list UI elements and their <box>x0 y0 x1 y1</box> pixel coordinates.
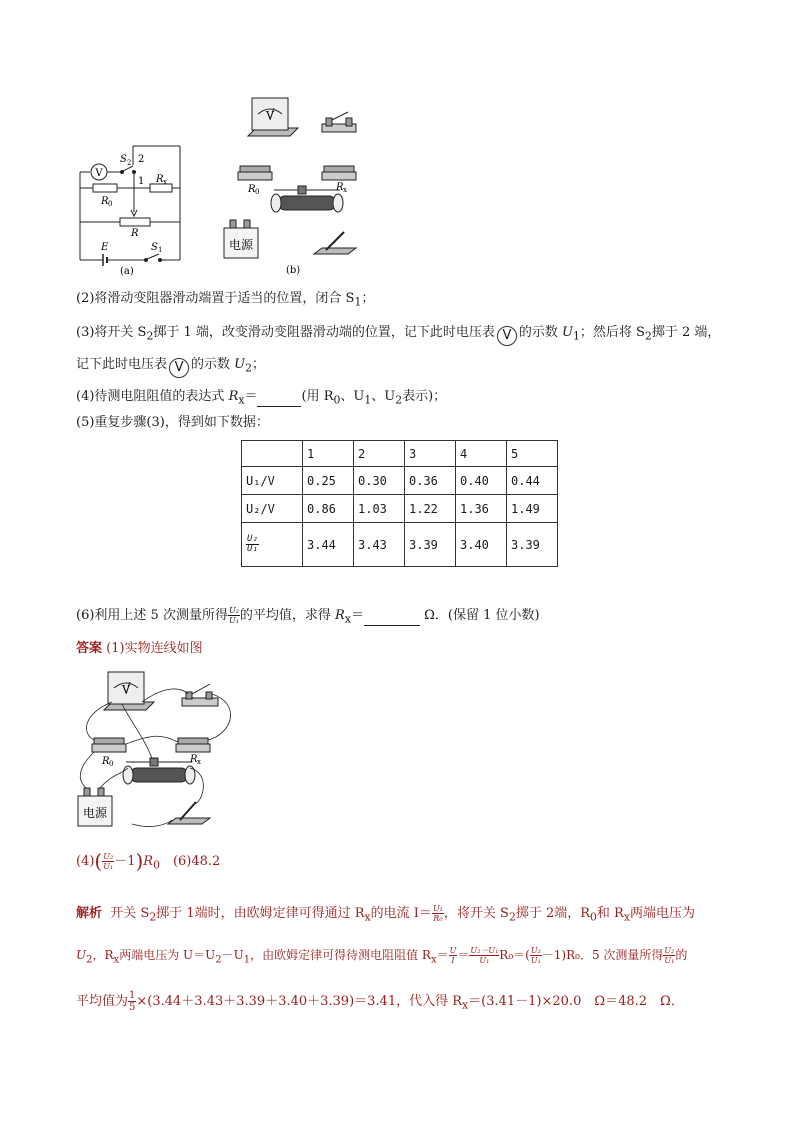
fraction: $\frac{\text{U₂}}{\text{U₁}}$ <box>530 946 541 965</box>
apparatus-figure-b <box>218 92 358 278</box>
r0-resistor-symbol <box>93 184 117 192</box>
table-header-cell: 1 <box>303 441 354 467</box>
paren-right: ) <box>135 849 144 873</box>
r0-resistor-device <box>238 172 272 180</box>
r0-device-sub: 0 <box>109 760 114 768</box>
analysis-line-3: 平均值为 $\frac{1}{5}$ ×(3.44＋3.43＋3.39＋3.40＋3.39)＝3.41，代入得 $R_x=(3.41-1)\times 20.0$ Ω＝48.2 Ω． <box>76 990 684 1013</box>
voltmeter-device-label: V <box>266 109 274 122</box>
table-cell: 1.49 <box>507 495 558 523</box>
r0-device-sub: 0 <box>255 188 260 196</box>
figure-b-label: (b) <box>286 265 301 276</box>
table-cell: 3.44 <box>303 523 354 567</box>
one-fifth-fraction: $\frac{1}{5}$ <box>129 990 136 1013</box>
answer-blank-4 <box>257 388 301 407</box>
ratio-fraction: $\frac{\text{U₂}}{\text{U₁}}$ <box>103 852 114 871</box>
table-header-cell: 3 <box>405 441 456 467</box>
power-source-label: 电源 <box>228 238 254 252</box>
figure-a-label: (a) <box>120 266 134 277</box>
paren-left: ( <box>94 849 103 873</box>
table-cell: 0.86 <box>303 495 354 523</box>
table-header-cell: 5 <box>507 441 558 467</box>
step-3-line-2: 记下此时电压表 V 的示数 $U_2$； <box>76 356 265 378</box>
table-cell: 3.40 <box>456 523 507 567</box>
analysis-line-1: 解析 开关 $S_2$掷于 1端时，由欧姆定律可得通过 $R_x$的电流 I＝ $\frac{\text{U₁}}{\text{R₀}}$ ，将开关 $S_2$掷于 2端，$R_0$和 $R_x$两端电压为 <box>76 904 695 924</box>
rx-device-sub: x <box>197 758 201 766</box>
table-cell: 0.30 <box>354 467 405 495</box>
rheostat-device <box>130 768 188 782</box>
table-cell: 1.22 <box>405 495 456 523</box>
answer-label: 答案 <box>76 641 103 656</box>
table-cell: 3.39 <box>405 523 456 567</box>
table-header-cell <box>242 441 303 467</box>
answer-blank-6 <box>364 607 420 626</box>
table-cell: 3.39 <box>507 523 558 567</box>
pos2-label: 2 <box>138 154 145 165</box>
voltmeter-symbol-inline-2: V <box>169 358 189 378</box>
answer-wiring-figure <box>72 664 242 834</box>
rx-device-label: R <box>190 754 198 765</box>
data-table <box>241 440 558 567</box>
rheostat-label: R <box>131 228 139 239</box>
fraction: $\frac{\text{U₂}}{\text{U₁}}$ <box>664 946 675 965</box>
switch-device-bottom <box>314 248 356 254</box>
s1-label: S <box>151 242 158 253</box>
power-source-label: 电源 <box>82 806 108 820</box>
answer-line-2: (4)( $\frac{\text{U₂}}{\text{U₁}}$ $-1)R_0$ (6)48.2 <box>76 849 221 873</box>
step-3-line-1: (3)将开关 $S_2$掷于 1 端，改变滑动变阻器滑动端的位置，记下此时电压表 V 的示数 $U_1$；然后将 $S_2$掷于 2 端， <box>76 324 720 346</box>
rx-resistor-device <box>322 172 356 180</box>
table-row <box>242 495 558 523</box>
step-6: (6)利用上述 5 次测量所得 $\frac{\text{U₂}}{\text{U₁}}$ 的平均值，求得 $R_x= \Omega$．(保留 1 位小数) <box>76 606 540 626</box>
table-cell: 0.44 <box>507 467 558 495</box>
rheostat-device <box>278 196 336 210</box>
rx-device-label: R <box>336 182 344 193</box>
analysis-label: 解析 <box>76 906 103 921</box>
table-header-cell: 4 <box>456 441 507 467</box>
analysis-line-2: $U_2$，$R_x$两端电压为 $U=U_2-U_1$，由欧姆定律可得待测电阻阻值 $R_x=$ $\frac{U}{I}$ ＝ $\frac{\text{U₂－U₁}}{\text{U₁}}$ R₀＝( $\frac{\text{U₂}}{\text{U₁}}$ －1)R₀．5 次测量所得 $\frac{\text{U₂}}{\text{U₁}}$ 的 <box>76 946 688 966</box>
r0-device-label: R <box>248 184 256 195</box>
table-cell: 0.36 <box>405 467 456 495</box>
voltmeter-symbol-inline: V <box>497 326 517 346</box>
ratio-fraction: $\frac{\text{U₂}}{\text{U₁}}$ <box>228 606 239 625</box>
voltmeter-label: V <box>95 168 103 179</box>
table-cell: 0.40 <box>456 467 507 495</box>
rheostat-symbol <box>120 218 150 226</box>
table-row-label: U₁/V <box>242 467 303 495</box>
table-row-label <box>242 523 303 567</box>
current-fraction: $\frac{\text{U₁}}{\text{R₀}}$ <box>432 904 443 923</box>
rx-label: R <box>156 174 164 185</box>
table-row-label: U₂/V <box>242 495 303 523</box>
table-cell: 0.25 <box>303 467 354 495</box>
table-cell: 1.03 <box>354 495 405 523</box>
r0-label: R <box>101 196 109 207</box>
rx-device-sub: x <box>343 186 347 194</box>
table-header-row <box>242 441 558 467</box>
circuit-diagram-a <box>75 140 195 278</box>
s1-sub: 1 <box>158 246 163 254</box>
step-4: (4)待测电阻阻值的表达式 $R_x=$ (用 $R_0$、$U_1$、$U_2$表示)； <box>76 389 447 407</box>
ratio-fraction: $\frac{\text{U₂}}{\text{U₁}}$ <box>247 534 258 554</box>
pos1-label: 1 <box>138 176 145 187</box>
s2-label: S <box>120 154 127 165</box>
step-2: (2)将滑动变阻器滑动端置于适当的位置，闭合 $S_1$； <box>76 291 375 309</box>
r0-device-label: R <box>102 756 110 767</box>
rx-sub: x <box>163 178 167 186</box>
voltmeter-device-label: V <box>122 683 130 696</box>
table-header-cell: 2 <box>354 441 405 467</box>
source-label: E <box>101 242 109 253</box>
r0-resistor-device <box>92 744 126 752</box>
r0-sub: 0 <box>108 200 113 208</box>
answer-header <box>76 640 203 658</box>
rx-resistor-symbol <box>150 184 172 192</box>
table-row <box>242 523 558 567</box>
table-row <box>242 467 558 495</box>
answer-text: (1)实物连线如图 <box>106 641 203 656</box>
rx-resistor-device <box>176 744 210 752</box>
step-5: (5)重复步骤(3)，得到如下数据： <box>76 415 269 430</box>
switch-device-bottom <box>168 818 210 824</box>
fraction: $\frac{U}{I}$ <box>449 946 457 965</box>
table-cell: 1.36 <box>456 495 507 523</box>
fraction: $\frac{\text{U₂－U₁}}{\text{U₁}}$ <box>470 946 499 965</box>
s2-sub: 2 <box>127 159 132 167</box>
table-cell: 3.43 <box>354 523 405 567</box>
